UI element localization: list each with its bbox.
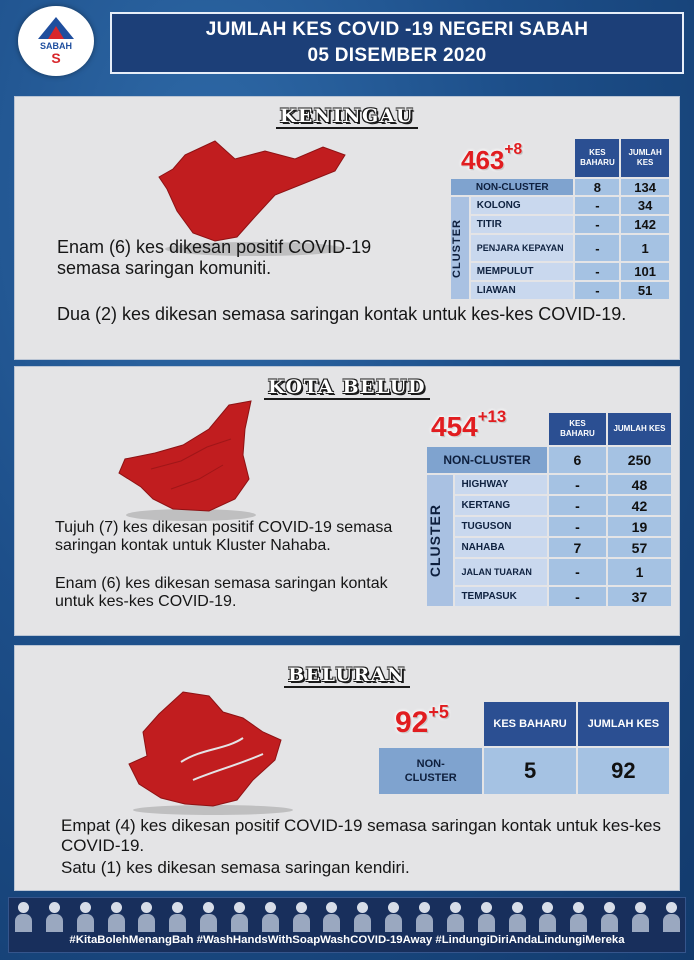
col-kes-baharu: KES BAHARU	[484, 702, 575, 746]
person-icon	[354, 902, 370, 932]
page-date: 05 DISEMBER 2020	[307, 45, 487, 66]
table-row: MEMPULUT - 101	[451, 263, 669, 280]
table-row: TUGUSON - 19	[427, 517, 671, 536]
keningau-panel	[14, 96, 680, 360]
person-icon	[601, 902, 617, 932]
beluran-panel	[14, 645, 680, 891]
person-icon	[77, 902, 93, 932]
kota-belud-total: $454^{+13}$	[431, 407, 507, 442]
keningau-total: $463^{+8}$	[461, 141, 523, 175]
district-title: KOTA BELUD	[15, 376, 679, 398]
page-title: JUMLAH KES COVID -19 NEGERI SABAH	[205, 19, 589, 40]
person-icon	[138, 902, 154, 932]
person-icon	[447, 902, 463, 932]
keningau-table	[449, 137, 671, 301]
sabah-logo	[18, 6, 94, 76]
table-row: CLUSTER HIGHWAY - 48	[427, 475, 671, 494]
beluran-map-icon	[113, 688, 313, 816]
table-row: JALAN TUARAN - 1	[427, 559, 671, 585]
table-row: TEMPASUK - 37	[427, 587, 671, 606]
logo-text: SABAH	[39, 41, 72, 51]
col-kes-baharu: KES BAHARU	[575, 139, 619, 177]
person-icon	[200, 902, 216, 932]
person-icon	[416, 902, 432, 932]
person-icon	[15, 902, 31, 932]
person-icon	[293, 902, 309, 932]
mountain-logo-icon	[38, 17, 74, 39]
person-icon	[262, 902, 278, 932]
kota-belud-map-icon	[111, 399, 281, 523]
table-row: NAHABA 7 57	[427, 538, 671, 557]
table-row: NON-CLUSTER 8 134	[451, 179, 669, 195]
person-icon	[478, 902, 494, 932]
beluran-total: $92^{+5}$	[395, 702, 449, 739]
table-row: NON-CLUSTER 6 250	[427, 447, 671, 473]
beluran-desc-2: Satu (1) kes dikesan semasa saringan kendiri.	[61, 858, 410, 877]
beluran-desc-1: Empat (4) kes dikesan positif COVID-19 semasa saringan kontak untuk kes-kes COVID-19.	[61, 816, 661, 855]
district-title: BELURAN	[15, 664, 679, 686]
person-icon	[663, 902, 679, 932]
table-row: KERTANG - 42	[427, 496, 671, 515]
page-title-box	[110, 12, 684, 74]
table-row: LIAWAN - 51	[451, 282, 669, 299]
hashtags: #KitaBolehMenangBah #WashHandsWithSoapWashCOVID-19Away #LindungiDiriAndaLindungiMereka	[69, 934, 625, 946]
keningau-desc-1: Enam (6) kes dikesan positif COVID-19 semasa saringan komuniti.	[57, 237, 372, 278]
kota-belud-desc-1: Tujuh (7) kes dikesan positif COVID-19 semasa saringan kontak untuk Kluster Nahaba.	[55, 519, 393, 554]
table-row: TITIR - 142	[451, 216, 669, 233]
person-icon	[46, 902, 62, 932]
frontliner-figures	[15, 902, 679, 932]
keningau-desc-2: Dua (2) kes dikesan semasa saringan kontak untuk kes-kes COVID-19.	[57, 304, 627, 324]
cluster-label: CLUSTER	[427, 503, 443, 578]
table-row: NON-CLUSTER 5 92	[379, 748, 669, 794]
person-icon	[632, 902, 648, 932]
district-title: KENINGAU	[15, 105, 679, 127]
kota-belud-desc-2: Enam (6) kes dikesan semasa saringan kontak untuk kes-kes COVID-19.	[55, 575, 388, 610]
logo-s-mark: S	[51, 50, 61, 66]
col-jumlah-kes: JUMLAH KES	[621, 139, 669, 177]
col-kes-baharu: KES BAHARU	[549, 413, 606, 445]
person-icon	[323, 902, 339, 932]
person-icon	[108, 902, 124, 932]
footer-banner	[8, 897, 686, 953]
person-icon	[385, 902, 401, 932]
person-icon	[169, 902, 185, 932]
col-jumlah-kes: JUMLAH KES	[578, 702, 669, 746]
cluster-label: CLUSTER	[451, 218, 463, 278]
person-icon	[570, 902, 586, 932]
table-row: CLUSTER KOLONG - 34	[451, 197, 669, 214]
person-icon	[509, 902, 525, 932]
person-icon	[539, 902, 555, 932]
person-icon	[231, 902, 247, 932]
kota-belud-table	[425, 407, 673, 608]
col-jumlah-kes: JUMLAH KES	[608, 413, 671, 445]
table-row: PENJARA KEPAYAN - 1	[451, 235, 669, 261]
beluran-table	[377, 700, 671, 796]
kota-belud-panel	[14, 366, 680, 636]
